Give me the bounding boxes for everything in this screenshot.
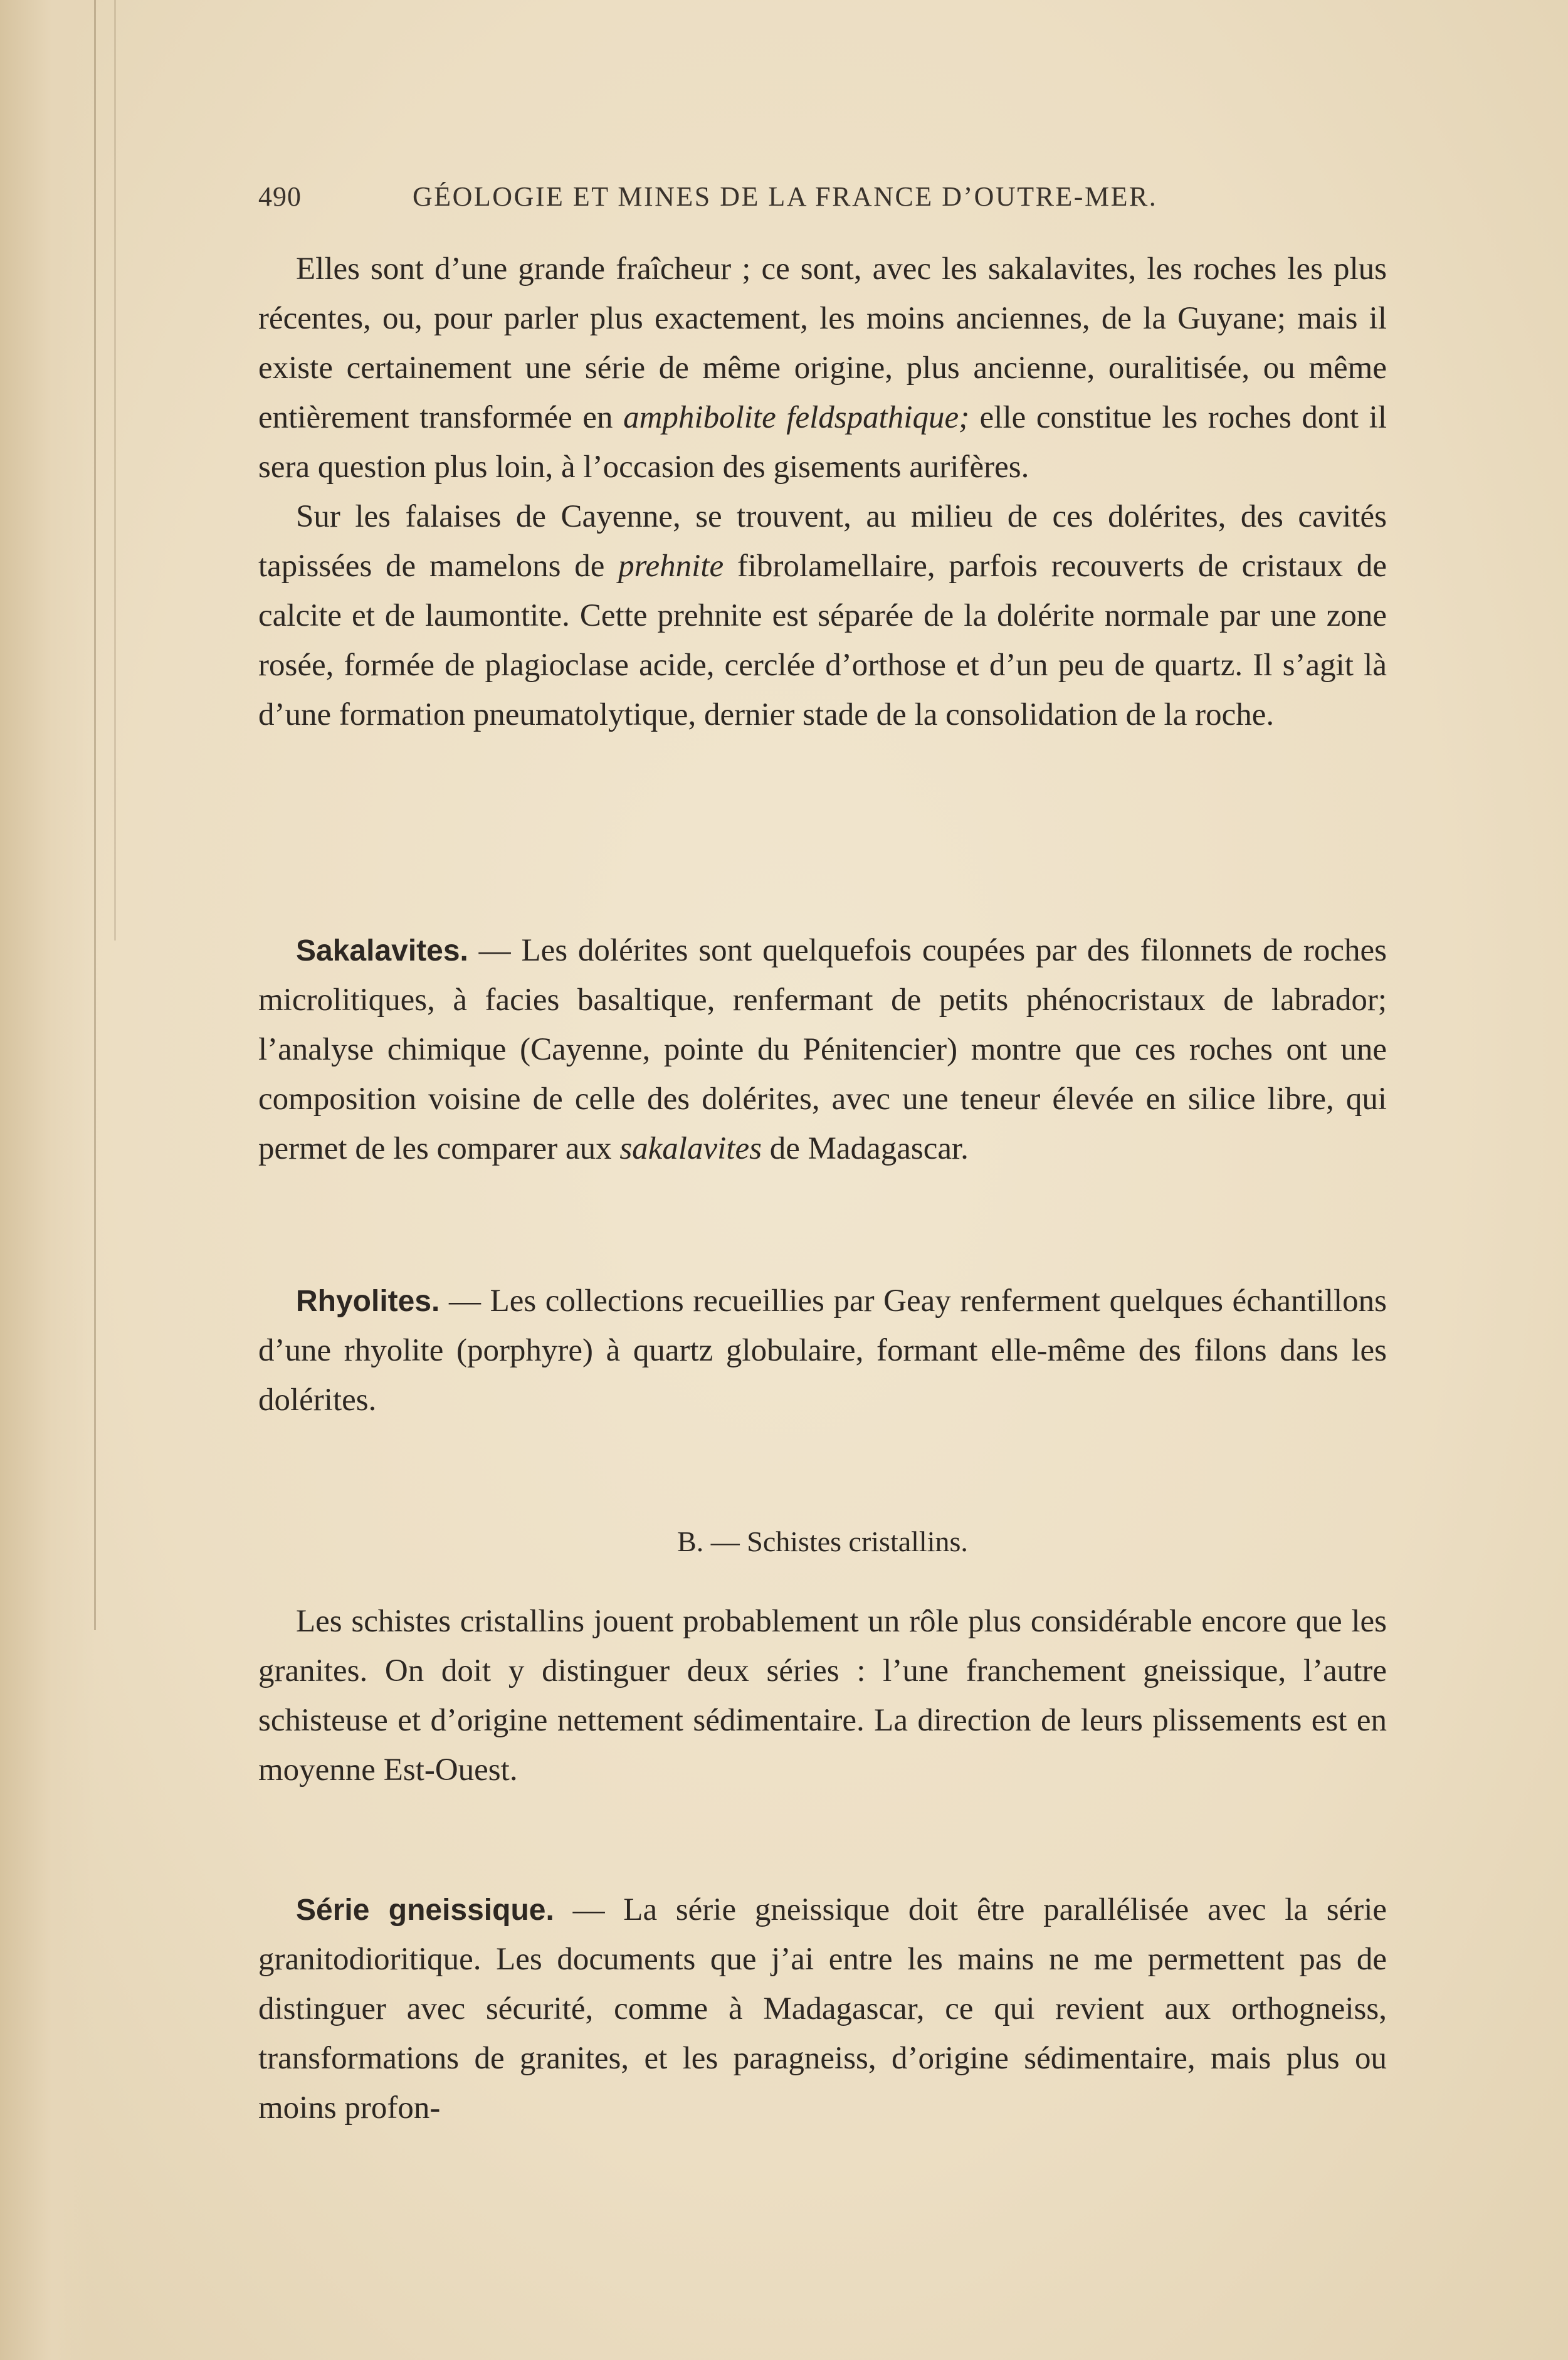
body-text-block-3 bbox=[258, 1277, 1387, 1425]
fold-crease bbox=[94, 0, 96, 1630]
italic-term: sakalavites bbox=[619, 1131, 762, 1166]
paragraph-fraicheur: Elles sont d’une grande fraîcheur ; ce sont, avec les sakalavites, les roches les plus récentes, ou, pour parler plus exactement, les moins anciennes, de la Guyane; mais il existe certainement une série de même origine, plus ancienne, ouralitisée, ou même entièrement transformée en amphibolite feldspathique; elle constitue les roches dont il sera question plus loin, à l’occasion des gisements aurifères. bbox=[258, 251, 1387, 485]
running-header bbox=[258, 181, 1236, 218]
italic-term: amphibolite feldspathique; bbox=[623, 400, 970, 435]
paragraph-rhyolites: Rhyolites. — Les collections recueillies par Geay renferment quelques échantillons d’une rhyolite (porphyre) à quartz globulaire, formant elle-même des filons dans les dolérites. bbox=[258, 1283, 1387, 1418]
paragraph-schistes: Les schistes cristallins jouent probablement un rôle plus considérable encore que les granites. On doit y distinguer deux séries : l’une franchement gneissique, l’autre schisteuse et d’origine nettement sédimentaire. La direction de leurs plissements est en moyenne Est-Ouest. bbox=[258, 1604, 1387, 1788]
paragraph-falaises-cayenne: Sur les falaises de Cayenne, se trouvent, au milieu de ces dolérites, des cavités tapissées de mamelons de prehnite fibrolamellaire, parfois recouverts de cristaux de calcite et de laumontite. Cette prehnite est séparée de la dolérite normale par une zone rosée, formée de plagioclase acide, cerclée d’orthose et d’un peu de quartz. Il s’agit là d’une formation pneumatolytique, dernier stade de la consolidation de la roche. bbox=[258, 499, 1387, 732]
body-text-block-1 bbox=[258, 245, 1387, 740]
paragraph-serie-gneissique: Série gneissique. — La série gneissique doit être parallélisée avec la série granitodioritique. Les documents que j’ai entre les mains ne me permettent pas de distinguer avec sécurité, comme à Madagascar, ce qui revient aux orthogneiss, transformations de granites, et les paragneiss, d’origine sédimentaire, mais plus ou moins profon- bbox=[258, 1892, 1387, 2126]
body-text-block-4 bbox=[258, 1597, 1387, 1795]
running-title: GÉOLOGIE ET MINES DE LA FRANCE D’OUTRE-MER. bbox=[413, 181, 1158, 212]
page-edge-shadow bbox=[0, 0, 94, 2360]
run-in-heading: Sakalavites. bbox=[296, 934, 468, 967]
body-text-block-5 bbox=[258, 1885, 1387, 2133]
paragraph-sakalavites: Sakalavites. — Les dolérites sont quelquefois coupées par des filonnets de roches microlitiques, à facies basaltique, renfermant de petits phénocristaux de labrador; l’analyse chimique (Cayenne, pointe du Pénitencier) montre que ces roches ont une composition voisine de celle des dolérites, avec une teneur élevée en silice libre, qui permet de les comparer aux sakalavites de Madagascar. bbox=[258, 933, 1387, 1166]
section-title: B. — Schistes cristallins. bbox=[677, 1525, 968, 1557]
body-text-block-2 bbox=[258, 926, 1387, 1174]
page-number: 490 bbox=[258, 181, 302, 212]
run-in-heading: Série gneissique. bbox=[296, 1894, 554, 1927]
italic-term: prehnite bbox=[618, 549, 724, 584]
fold-crease bbox=[114, 0, 116, 940]
run-in-heading: Rhyolites. bbox=[296, 1285, 440, 1318]
